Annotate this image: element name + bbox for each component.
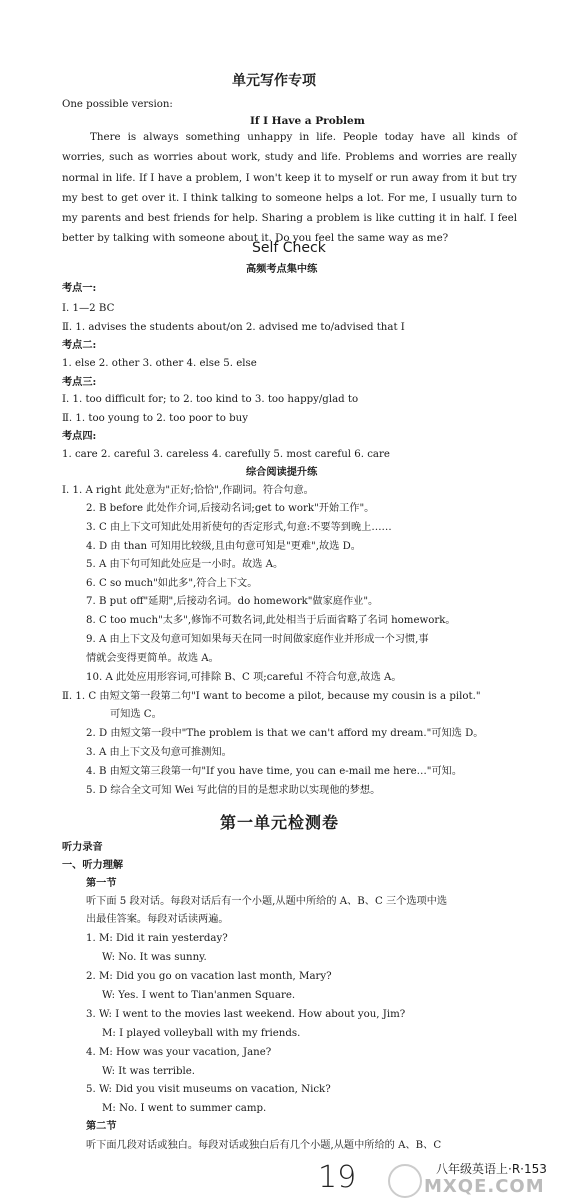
reading-line-1: Ⅰ. 1. A right 此处意为"正好;恰恰",作副词。符合句意。 bbox=[62, 485, 314, 496]
kaodian-1-line-2: Ⅱ. 1. advises the students about/on 2. advised me to/advised that I bbox=[62, 322, 405, 333]
essay-title: If I Have a Problem bbox=[250, 115, 365, 127]
essay-paragraph: There is always something unhappy in life. People today have all kinds of worries, such as worries about work, study and life. Problems and worries are really normal in life. If I have a problem, I won't keep it to myself or run away from it but try my best to get over it. I think talking to someone helps a lot. For me, I usually turn to my parents and best friends for help. Sharing a problem is like cutting it in half. I feel better by talking with someone about it. Do you feel the same way as me? bbox=[62, 131, 517, 245]
dialog-1-m: 1. M: Did it rain yesterday? bbox=[86, 933, 228, 944]
section-2-label: 第二节 bbox=[86, 1120, 117, 1132]
page-footer-grade: 八年级英语上·R·153 bbox=[436, 1162, 547, 1176]
dialog-2-w: W: Yes. I went to Tian'anmen Square. bbox=[102, 990, 296, 1001]
kaodian-2-label: 考点二: bbox=[62, 339, 97, 351]
reading-part2-line-4: 4. B 由短文第三段第一句"If you have time, you can e-mail me here…"可知。 bbox=[86, 766, 463, 777]
self-check-subtitle: 高频考点集中练 bbox=[246, 263, 318, 275]
dialog-3-m: M: I played volleyball with my friends. bbox=[102, 1028, 301, 1039]
section-1-label: 第一节 bbox=[86, 877, 117, 889]
reading-line-9: 9. A 由上下文及句意可知如果每天在同一时间做家庭作业并形成一个习惯,事 bbox=[86, 634, 429, 645]
reading-part2-line-1: Ⅱ. 1. C 由短文第一段第二句"I want to become a pilot, because my cousin is a pilot." bbox=[62, 691, 481, 702]
reading-part2-line-3: 3. A 由上下文及句意可推测知。 bbox=[86, 747, 232, 758]
reading-part2-line-1-cont: 可知选 C。 bbox=[110, 709, 162, 720]
instructions-line-2: 出最佳答案。每段对话读两遍。 bbox=[86, 914, 229, 925]
kaodian-2-line-1: 1. else 2. other 3. other 4. else 5. else bbox=[62, 358, 257, 369]
dialog-3-w: 3. W: I went to the movies last weekend. How about you, Jim? bbox=[86, 1009, 406, 1020]
reading-line-10: 10. A 此处应用形容词,可排除 B、C 项;careful 不符合句意,故选 A。 bbox=[86, 672, 402, 683]
dialog-5-w: 5. W: Did you visit museums on vacation, Nick? bbox=[86, 1084, 331, 1095]
reading-line-7: 7. B put off"延期",后接动名词。do homework"做家庭作业"。 bbox=[86, 596, 379, 607]
handwritten-page-number: 19 bbox=[318, 1160, 357, 1195]
reading-part2-line-5: 5. D 综合全文可知 Wei 写此信的目的是想求助以实现他的梦想。 bbox=[86, 785, 381, 796]
unit-writing-title: 单元写作专项 bbox=[232, 73, 316, 89]
kaodian-4-label: 考点四: bbox=[62, 430, 97, 442]
listening-section-label: 一、听力理解 bbox=[62, 859, 124, 871]
unit1-test-title: 第一单元检测卷 bbox=[220, 813, 340, 832]
dialog-5-m: M: No. I went to summer camp. bbox=[102, 1103, 267, 1114]
watermark-text: MXQE.COM bbox=[424, 1176, 545, 1197]
reading-line-8: 8. C too much"太多",修饰不可数名词,此处相当于后面省略了名词 homework。 bbox=[86, 615, 456, 626]
reading-line-3: 3. C 由上下文可知此处用祈使句的否定形式,句意:不要等到晚上…… bbox=[86, 522, 392, 533]
watermark-logo-icon bbox=[388, 1164, 422, 1198]
dialog-1-w: W: No. It was sunny. bbox=[102, 952, 207, 963]
kaodian-4-line-1: 1. care 2. careful 3. careless 4. carefully 5. most careful 6. care bbox=[62, 449, 390, 460]
reading-line-4: 4. D 由 than 可知用比较级,且由句意可知是"更难",故选 D。 bbox=[86, 541, 361, 552]
kaodian-3-line-2: Ⅱ. 1. too young to 2. too poor to buy bbox=[62, 413, 248, 424]
self-check-title: Self Check bbox=[252, 240, 326, 256]
reading-line-6: 6. C so much"如此多",符合上下文。 bbox=[86, 578, 258, 589]
kaodian-1-label: 考点一: bbox=[62, 282, 97, 294]
listening-recording-label: 听力录音 bbox=[62, 841, 103, 853]
reading-title: 综合阅读提升练 bbox=[246, 466, 318, 478]
kaodian-3-line-1: Ⅰ. 1. too difficult for; to 2. too kind to 3. too happy/glad to bbox=[62, 394, 359, 405]
section-2-instructions: 听下面几段对话或独白。每段对话或独白后有几个小题,从题中所给的 A、B、C bbox=[86, 1140, 442, 1151]
reading-line-5: 5. A 由下句可知此处应是一小时。故选 A。 bbox=[86, 559, 284, 570]
dialog-4-m: 4. M: How was your vacation, Jane? bbox=[86, 1047, 272, 1058]
dialog-2-m: 2. M: Did you go on vacation last month, Mary? bbox=[86, 971, 332, 982]
one-possible-version: One possible version: bbox=[62, 99, 173, 110]
reading-line-2: 2. B before 此处作介词,后接动名词;get to work"开始工作"。 bbox=[86, 503, 375, 514]
kaodian-3-label: 考点三: bbox=[62, 376, 97, 388]
dialog-4-w: W: It was terrible. bbox=[102, 1066, 196, 1077]
instructions-line-1: 听下面 5 段对话。每段对话后有一个小题,从题中所给的 A、B、C 三个选项中选 bbox=[86, 896, 448, 907]
reading-line-9-cont: 情就会变得更简单。故选 A。 bbox=[86, 653, 219, 664]
kaodian-1-line-1: Ⅰ. 1—2 BC bbox=[62, 303, 115, 314]
reading-part2-line-2: 2. D 由短文第一段中"The problem is that we can't afford my dream."可知选 D。 bbox=[86, 728, 484, 739]
